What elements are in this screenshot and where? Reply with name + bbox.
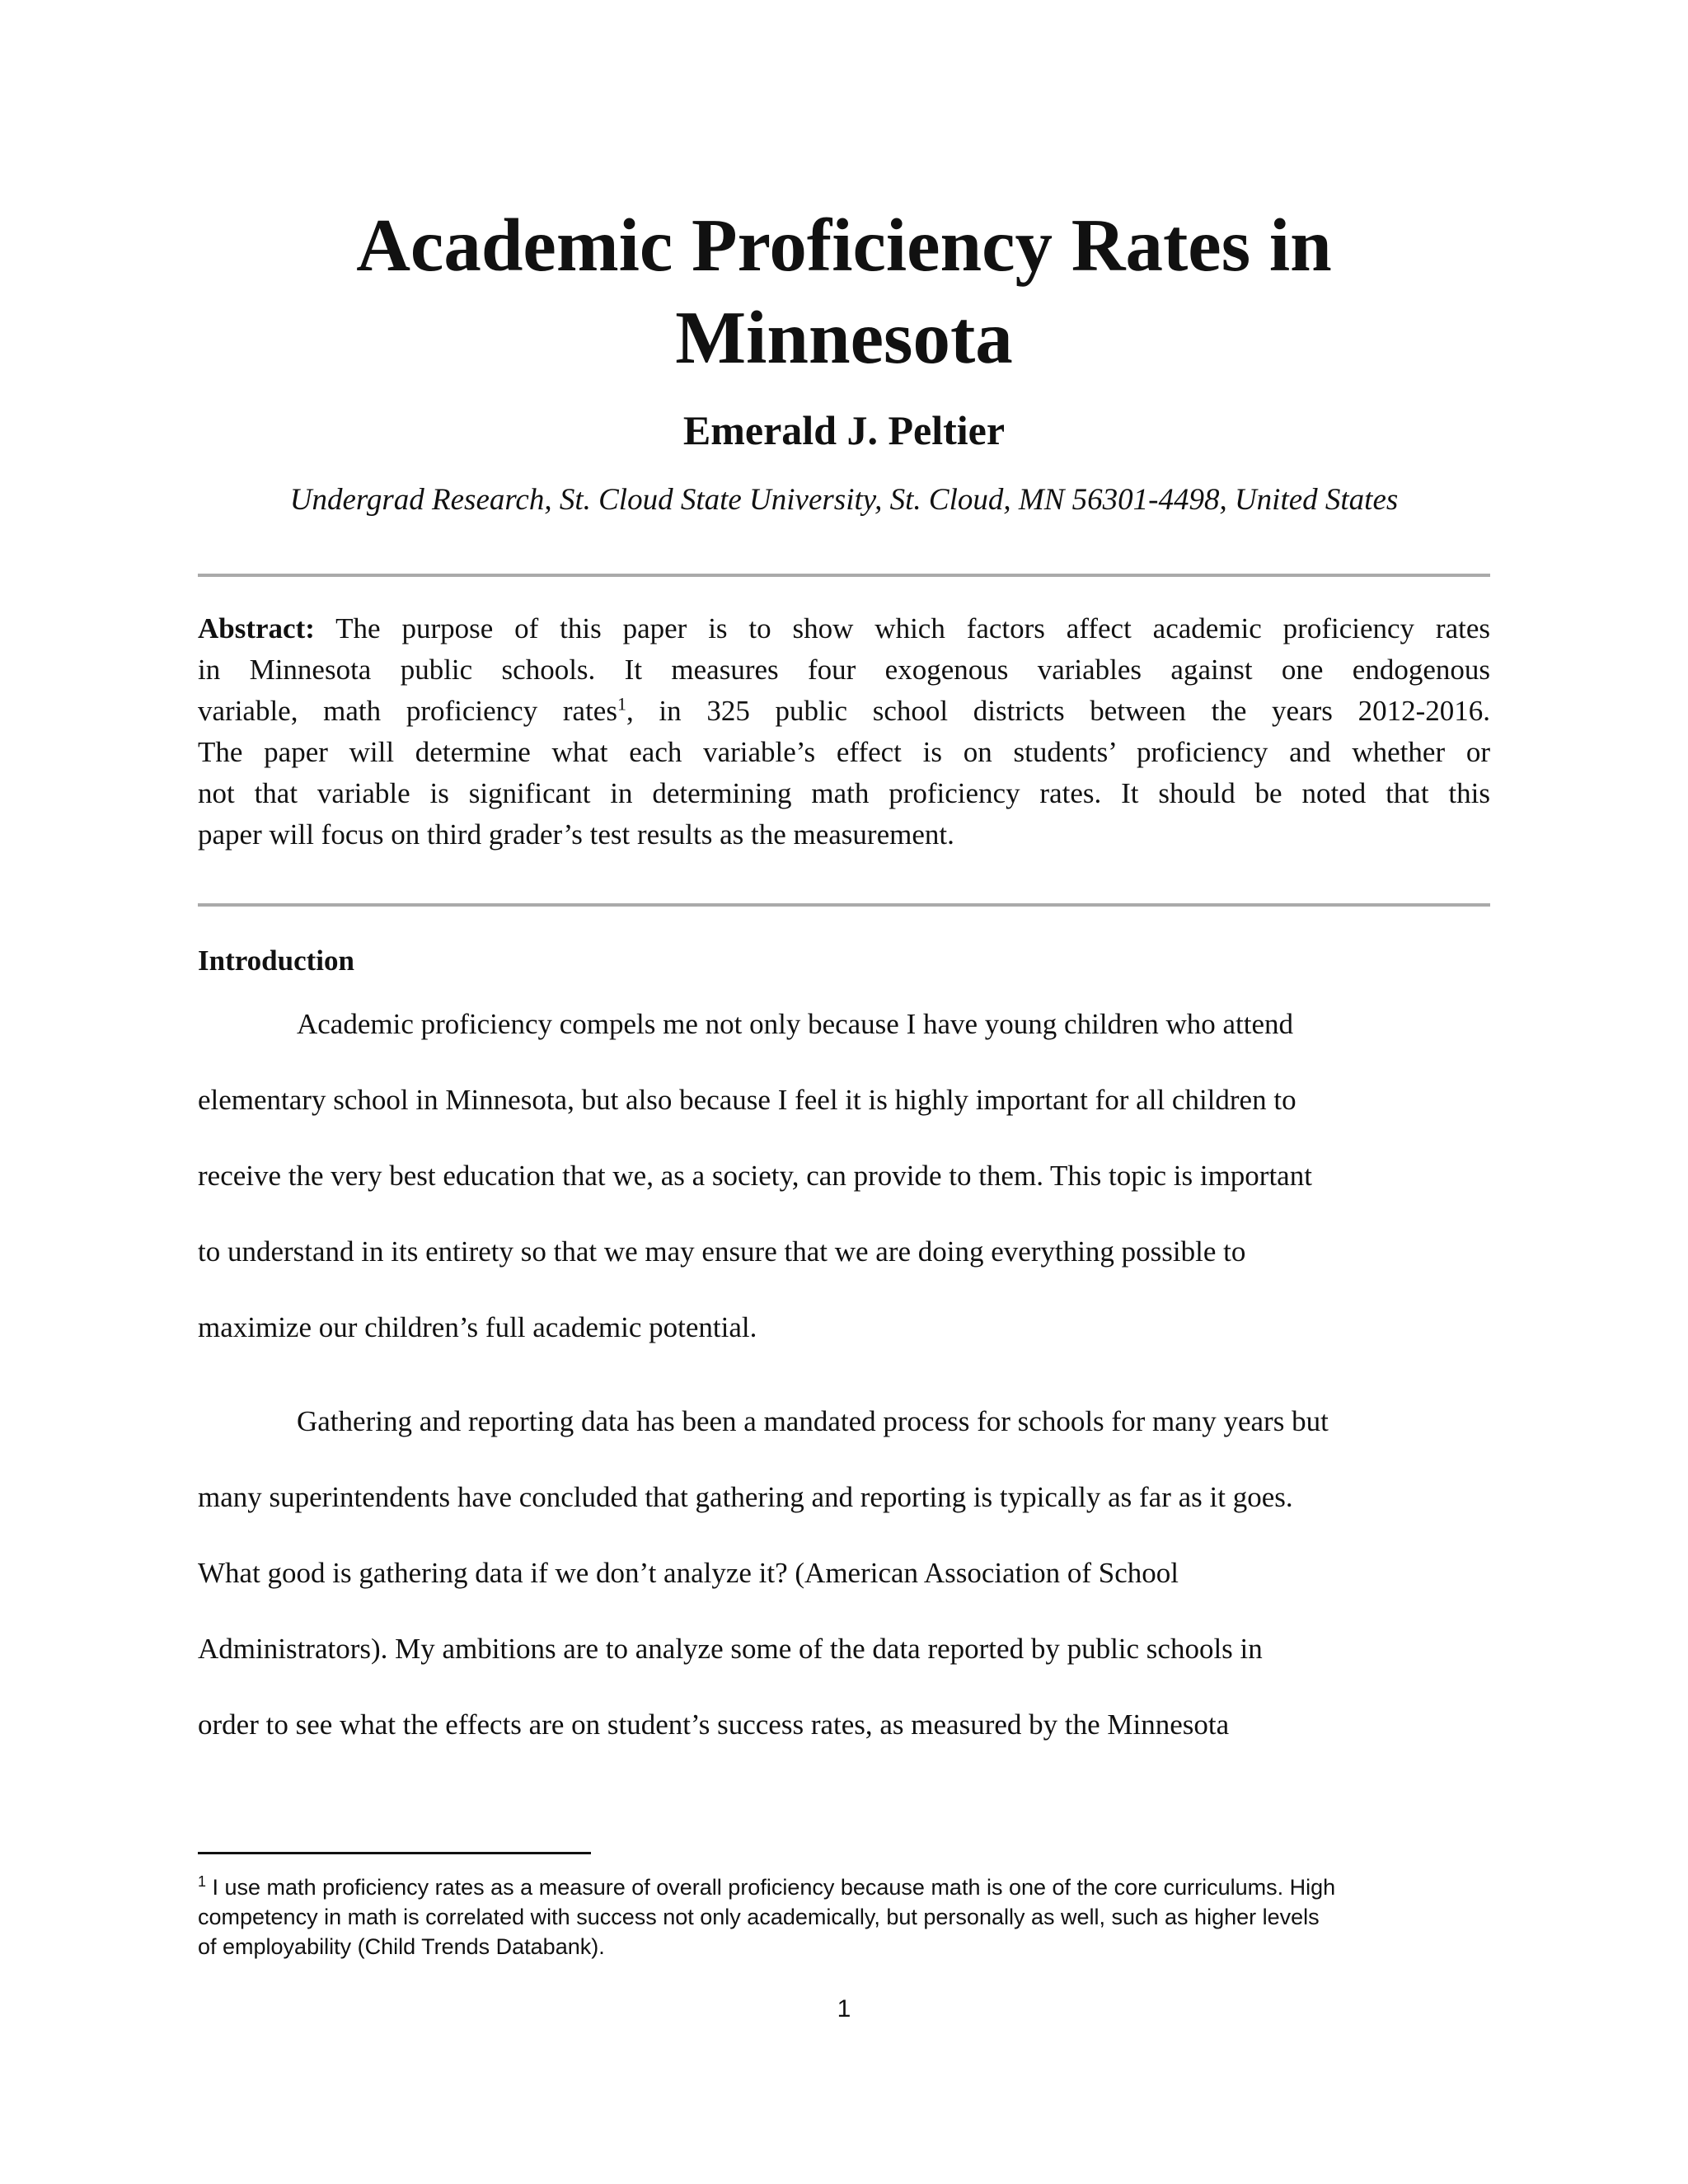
footnote-text: I use math proficiency rates as a measure of overall proficiency because math is one of the core curriculums. High [206,1875,1336,1900]
abstract-text: , in 325 public school districts between the years 2012-2016. [626,695,1491,727]
paragraph-line: to understand in its entirety so that we may ensure that we are doing everything possible to [198,1235,1246,1268]
paragraph-line: elementary school in Minnesota, but also because I feel it is highly important for all children to [198,1084,1296,1116]
abstract-line: not that variable is significant in determining math proficiency rates. It should be noted that this [198,777,1490,809]
introduction-paragraph-2 [198,1401,1490,1780]
abstract-text: variable, math proficiency rates [198,695,617,727]
paragraph-line: order to see what the effects are on student’s success rates, as measured by the Minnesota [198,1708,1230,1741]
section-heading-introduction: Introduction [198,944,354,977]
footnote-line: of employability (Child Trends Databank). [198,1934,605,1959]
abstract-line [198,691,1490,732]
paragraph-line: Gathering and reporting data has been a mandated process for schools for many years but [297,1405,1329,1437]
paragraph-line: Academic proficiency compels me not only because I have young children who attend [297,1008,1294,1040]
footnote-marker: 1 [617,693,626,715]
abstract-label: Abstract: [198,612,315,644]
abstract-text: The purpose of this paper is to show which factors affect academic proficiency rates [335,612,1490,644]
footnote-separator [198,1852,591,1854]
author-name: Emerald J. Peltier [682,407,1006,453]
page-number: 1 [837,1995,851,2022]
paragraph-line: maximize our children’s full academic potential. [198,1311,757,1343]
divider-bottom [198,903,1490,907]
footnote-line [198,1872,1490,1902]
paragraph-line: receive the very best education that we, as a society, can provide to them. This topic is important [198,1160,1312,1192]
divider-top [198,574,1490,577]
paper-title [198,199,1490,384]
introduction-paragraph-1 [198,1004,1490,1383]
abstract-line: The paper will determine what each variable’s effect is on students’ proficiency and whether or [198,736,1490,768]
paragraph-line: many superintendents have concluded that gathering and reporting is typically as far as it goes. [198,1481,1293,1513]
paragraph-line: Administrators). My ambitions are to analyze some of the data reported by public schools in [198,1633,1263,1665]
paragraph-line: What good is gathering data if we don’t analyze it? (American Association of School [198,1557,1179,1589]
abstract-line: in Minnesota public schools. It measures four exogenous variables against one endogenous [198,654,1490,686]
abstract-block [198,608,1490,855]
footnote-number: 1 [198,1873,207,1890]
author-affiliation: Undergrad Research, St. Cloud State University, St. Cloud, MN 56301-4498, United States [289,483,1399,517]
abstract-line [198,608,1490,649]
abstract-line: paper will focus on third grader’s test results as the measurement. [198,818,954,851]
footnote-line: competency in math is correlated with success not only academically, but personally as well, such as higher levels [198,1905,1320,1929]
title-line-1: Academic Proficiency Rates in [356,204,1332,287]
footnote [198,1872,1490,1961]
title-line-2: Minnesota [675,296,1013,379]
